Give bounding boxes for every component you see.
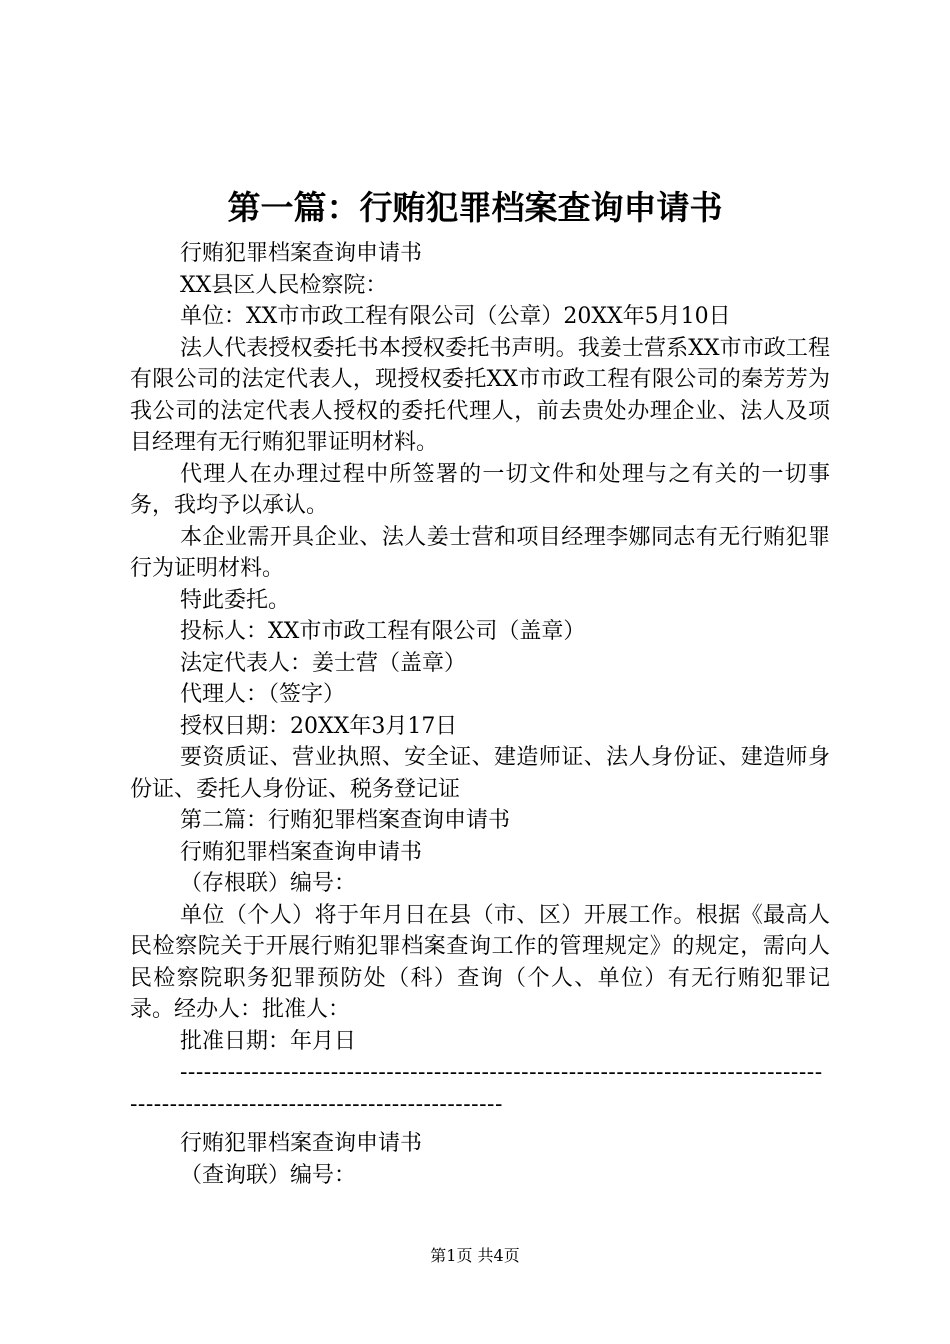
cut-separator-line: --------------------------------------------------------------------------------------------------------------------------------	[130, 1060, 823, 1117]
document-body	[130, 238, 830, 1191]
paragraph: 行贿犯罪档案查询申请书	[180, 241, 423, 266]
paragraph: 单位（个人）将于年月日在县（市、区）开展工作。根据《最高人民检察院关于开展行贿犯罪档案查询工作的管理规定》的规定，需向人民检察院职务犯罪预防处（科）查询（个人、单位）有无行贿犯罪记录。经办人：批准人：	[130, 902, 830, 1022]
separator-spacer	[130, 1120, 830, 1128]
paragraph: 本企业需开具企业、法人姜士营和项目经理李娜同志有无行贿犯罪行为证明材料。	[130, 524, 830, 581]
paragraph: 批准日期：年月日	[180, 1028, 357, 1054]
paragraph: （存根联）编号：	[180, 871, 357, 896]
paragraph: 授权日期：20XX年3月17日	[180, 713, 458, 739]
paragraph: 代理人在办理过程中所签署的一切文件和处理与之有关的一切事务，我均予以承认。	[130, 461, 830, 518]
paragraph: 法人代表授权委托书本授权委托书声明。我姜士营系XX市市政工程有限公司的法定代表人，现授权委托XX市市政工程有限公司的秦芳芳为我公司的法定代表人授权的委托代理人，前去贵处办理企业、法人及项目经理有无行贿犯罪证明材料。	[130, 335, 830, 455]
paragraph: 第二篇：行贿犯罪档案查询申请书	[180, 808, 511, 833]
document-title: 第一篇：行贿犯罪档案查询申请书	[227, 188, 723, 227]
paragraph: （查询联）编号：	[180, 1162, 357, 1188]
paragraph: 单位：XX市市政工程有限公司（公章）20XX年5月10日	[180, 304, 731, 329]
paragraph: XX县区人民检察院：	[180, 272, 388, 298]
paragraph: 行贿犯罪档案查询申请书	[180, 839, 423, 865]
paragraph: 要资质证、营业执照、安全证、建造师证、法人身份证、建造师身份证、委托人身份证、税务登记证	[130, 745, 830, 802]
paragraph: 行贿犯罪档案查询申请书	[180, 1131, 423, 1156]
paragraph: 特此委托。	[180, 587, 291, 613]
paragraph: 代理人：（签字）	[180, 682, 346, 707]
paragraph: 法定代表人：姜士营（盖章）	[180, 650, 467, 676]
paragraph: 投标人：XX市市政工程有限公司（盖章）	[180, 619, 586, 644]
page-number-footer: 第1页 共4页	[430, 1246, 520, 1265]
